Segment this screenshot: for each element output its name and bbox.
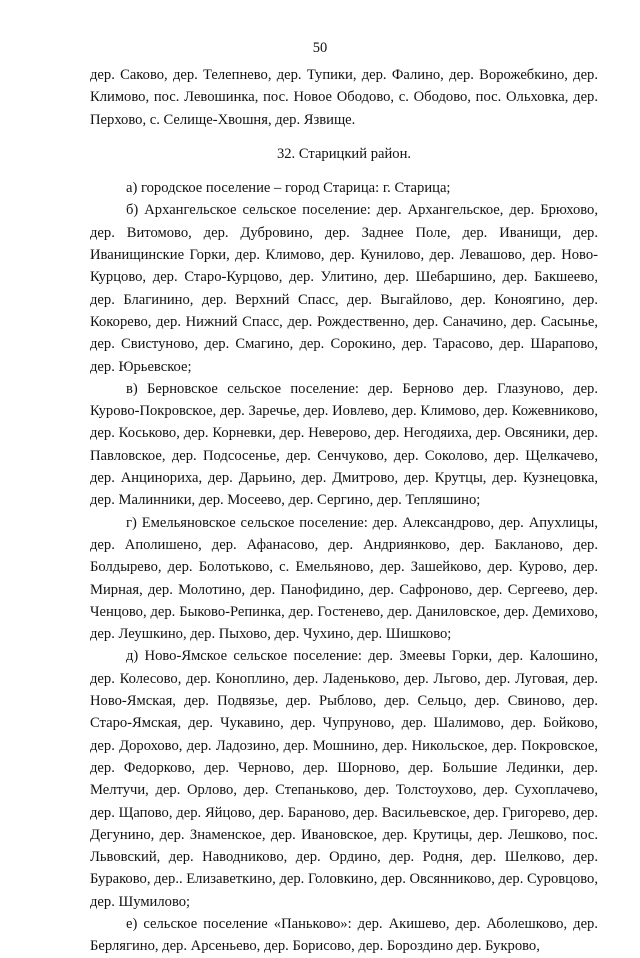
section-heading: 32. Старицкий район. xyxy=(276,145,412,162)
paragraph-g-emelyanovskoe: г) Емельяновское сельское поселение: дер. Александрово, дер. Апухлицы, дер. Аполишено, дер. Афанасово, дер. Андриянково, дер. Бакланово, дер. Болдырево, дер. Болотьково, с. Емельяново, дер. Зашейково, дер. Курово, дер. Мирная, дер. Молотино, дер. Панофидино, дер. Сафроново, дер. Сергеево, дер. Ченцово, дер. Быково-Репинка, дер. Гостенево, дер. Даниловское, дер. Демихово, дер. Леушкино, дер. Пыхово, дер. Чухино, дер. Шишково; xyxy=(90,514,598,643)
paragraph-e-pankovo: е) сельское поселение «Паньково»: дер. Акишево, дер. Аболешково, дер. Берлягино, дер. Арсеньево, дер. Борисово, дер. Бороздино дер. Букрово, xyxy=(90,915,598,955)
page-number: 50 xyxy=(312,40,328,56)
continued-paragraph: дер. Саково, дер. Телепнево, дер. Тупики, дер. Фалино, дер. Ворожебкино, дер. Климово, пос. Левошинка, пос. Новое Ободово, с. Ободово, пос. Ольховка, дер. Перхово, с. Селище-Хвошня, дер. Язвище. xyxy=(90,67,598,128)
paragraph-a-starica: а) городское поселение – город Старица: г. Старица; xyxy=(126,180,451,197)
document-body xyxy=(90,64,598,958)
paragraph-b-arkhangelskoe: б) Архангельское сельское поселение: дер. Архангельское, дер. Брюхово, дер. Витомово, дер. Дубровино, дер. Заднее Поле, дер. Иванищи, дер. Иванищинские Горки, дер. Климово, дер. Кунилово, дер. Левашово, дер. Ново-Курцово, дер. Старо-Курцово, дер. Улитино, дер. Шебаршино, дер. Бакшеево, дер. Благинино, дер. Верхний Спасс, дер. Выгайлово, дер. Коноягино, дер. Кокорево, дер. Нижний Спасс, дер. Рождественно, дер. Саначино, дер. Сасынье, дер. Свистуново, дер. Смагино, дер. Сорокино, дер. Тарасово, дер. Шарапово, дер. Юрьевское; xyxy=(90,202,598,375)
paragraph-d-novo-yamskoe: д) Ново-Ямское сельское поселение: дер. Змеевы Горки, дер. Калошино, дер. Колесово, дер. Коноплино, дер. Ладеньково, дер. Льгово, дер. Луговая, дер. Ново-Ямская, дер. Подвязье, дер. Рыблово, дер. Сельцо, дер. Свиново, дер. Старо-Ямская, дер. Чукавино, дер. Чупруново, дер. Шалимово, дер. Бойково, дер. Дорохово, дер. Ладозино, дер. Мошнино, дер. Никольское, дер. Покровское, дер. Федорково, дер. Черново, дер. Шорново, дер. Большие Лединки, дер. Мелтучи, дер. Орлово, дер. Степаньково, дер. Толстоухово, дер. Сухоплачево, дер. Щапово, дер. Яйцово, дер. Бараново, дер. Васильевское, дер. Григорево, дер. Дегунино, дер. Знаменское, дер. Ивановское, дер. Крутицы, дер. Лешково, пос. Львовский, дер. Наводниково, дер. Ордино, дер. Родня, дер. Шелково, дер. Бураково, дер.. Елизаветкино, дер. Головкино, дер. Овсянниково, дер. Суровцово, дер. Шумилово; xyxy=(90,648,598,910)
paragraph-v-bernovskoe: в) Берновское сельское поселение: дер. Берново дер. Глазуново, дер. Курово-Покровское, дер. Заречье, дер. Иовлево, дер. Климово, дер. Кожевниково, дер. Коськово, дер. Корневки, дер. Неверово, дер. Негодяиха, дер. Овсяники, дер. Павловское, дер. Подсосенье, дер. Сенчуково, дер. Соколово, дер. Щелкачево, дер. Анцинориха, дер. Дарьино, дер. Дмитрово, дер. Крутцы, дер. Кузнецовка, дер. Малинники, дер. Мосеево, дер. Сергино, дер. Тепляшино; xyxy=(90,380,598,509)
